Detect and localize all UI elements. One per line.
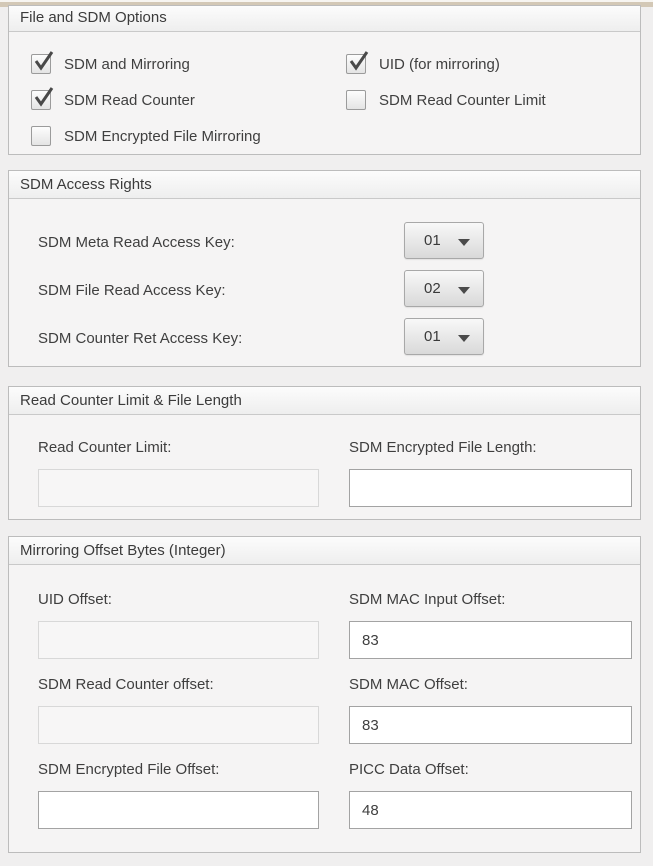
group-title: File and SDM Options (9, 6, 640, 32)
sdm-encrypted-file-length-label: SDM Encrypted File Length: (349, 439, 537, 456)
sdm-encrypted-file-mirroring-checkbox[interactable] (31, 126, 51, 146)
sdm-counter-ret-access-key-dropdown[interactable] (404, 318, 484, 355)
sdm-encrypted-file-length-input[interactable] (349, 469, 632, 507)
group-title: SDM Access Rights (9, 171, 640, 199)
chevron-down-icon (458, 287, 470, 294)
group-mirroring-offset-bytes (8, 536, 641, 853)
sdm-encrypted-file-offset-input[interactable] (38, 791, 319, 829)
uid-for-mirroring-checkbox[interactable] (346, 54, 366, 74)
checkbox-label: SDM Encrypted File Mirroring (64, 127, 261, 145)
sdm-mac-input-offset-label: SDM MAC Input Offset: (349, 591, 506, 608)
checkbox-label: SDM and Mirroring (64, 55, 190, 73)
check-icon (33, 87, 57, 111)
sdm-read-counter-limit-checkbox[interactable] (346, 90, 366, 110)
check-icon (348, 51, 372, 75)
checkbox-label: SDM Read Counter Limit (379, 91, 546, 109)
checkbox-row-sdm-read-counter[interactable] (31, 89, 195, 111)
checkbox-row-sdm-read-counter-limit[interactable] (346, 89, 546, 111)
checkbox-label: SDM Read Counter (64, 91, 195, 109)
group-sdm-access-rights (8, 170, 641, 367)
checkbox-row-sdm-encrypted-file-mirroring[interactable] (31, 125, 261, 147)
dropdown-value: 02 (424, 280, 441, 297)
dropdown-value: 01 (424, 232, 441, 249)
sdm-mac-offset-input[interactable] (349, 706, 632, 744)
check-icon (33, 51, 57, 75)
checkbox-row-sdm-and-mirroring[interactable] (31, 53, 190, 75)
group-file-and-sdm-options (8, 5, 641, 155)
sdm-and-mirroring-checkbox[interactable] (31, 54, 51, 74)
group-title: Mirroring Offset Bytes (Integer) (9, 537, 640, 565)
sdm-read-counter-offset-label: SDM Read Counter offset: (38, 676, 214, 693)
sdm-meta-read-access-key-label: SDM Meta Read Access Key: (38, 234, 235, 251)
sdm-mac-input-offset-input[interactable] (349, 621, 632, 659)
sdm-read-counter-offset-input (38, 706, 319, 744)
read-counter-limit-label: Read Counter Limit: (38, 439, 172, 456)
group-title: Read Counter Limit & File Length (9, 387, 640, 415)
read-counter-limit-input (38, 469, 319, 507)
uid-offset-label: UID Offset: (38, 591, 112, 608)
checkbox-label: UID (for mirroring) (379, 55, 500, 73)
picc-data-offset-input[interactable] (349, 791, 632, 829)
sdm-counter-ret-access-key-label: SDM Counter Ret Access Key: (38, 330, 243, 347)
sdm-file-read-access-key-label: SDM File Read Access Key: (38, 282, 226, 299)
sdm-meta-read-access-key-dropdown[interactable] (404, 222, 484, 259)
sdm-mac-offset-label: SDM MAC Offset: (349, 676, 468, 693)
chevron-down-icon (458, 239, 470, 246)
sdm-read-counter-checkbox[interactable] (31, 90, 51, 110)
picc-data-offset-label: PICC Data Offset: (349, 761, 469, 778)
group-read-counter-limit-file-length (8, 386, 641, 520)
sdm-encrypted-file-offset-label: SDM Encrypted File Offset: (38, 761, 220, 778)
chevron-down-icon (458, 335, 470, 342)
dropdown-value: 01 (424, 328, 441, 345)
sdm-file-read-access-key-dropdown[interactable] (404, 270, 484, 307)
checkbox-row-uid-for-mirroring[interactable] (346, 53, 500, 75)
uid-offset-input (38, 621, 319, 659)
